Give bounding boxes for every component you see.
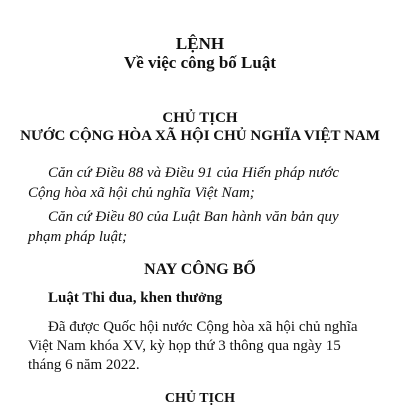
proclamation-heading: NAY CÔNG BỐ [144, 261, 256, 278]
legal-basis-1-line-2: Cộng hòa xã hội chủ nghĩa Việt Nam; [28, 185, 255, 201]
passed-statement-line-3: tháng 6 năm 2022. [28, 357, 140, 373]
order-title: LỆNH [175, 34, 225, 53]
legal-basis-1-line-1: Căn cứ Điều 88 và Điều 91 của Hiến pháp nước [48, 165, 339, 181]
legal-basis-2-line-1: Căn cứ Điều 80 của Luật Ban hành văn bản quy [48, 209, 339, 225]
passed-statement-line-1: Đã được Quốc hội nước Cộng hòa xã hội chủ nghĩa [48, 319, 358, 335]
law-name: Luật Thi đua, khen thưởng [48, 290, 223, 306]
legal-basis-2-line-2: phạm pháp luật; [28, 229, 128, 245]
passed-statement-line-2: Việt Nam khóa XV, kỳ họp thứ 3 thông qua ngày 15 [28, 338, 341, 354]
signature-title: CHỦ TỊCH [164, 391, 236, 406]
issuer-country: NƯỚC CỘNG HÒA XÃ HỘI CHỦ NGHĨA VIỆT NAM [20, 128, 380, 144]
issuer-title: CHỦ TỊCH [162, 110, 238, 126]
order-subtitle: Về việc công bố Luật [123, 53, 277, 72]
